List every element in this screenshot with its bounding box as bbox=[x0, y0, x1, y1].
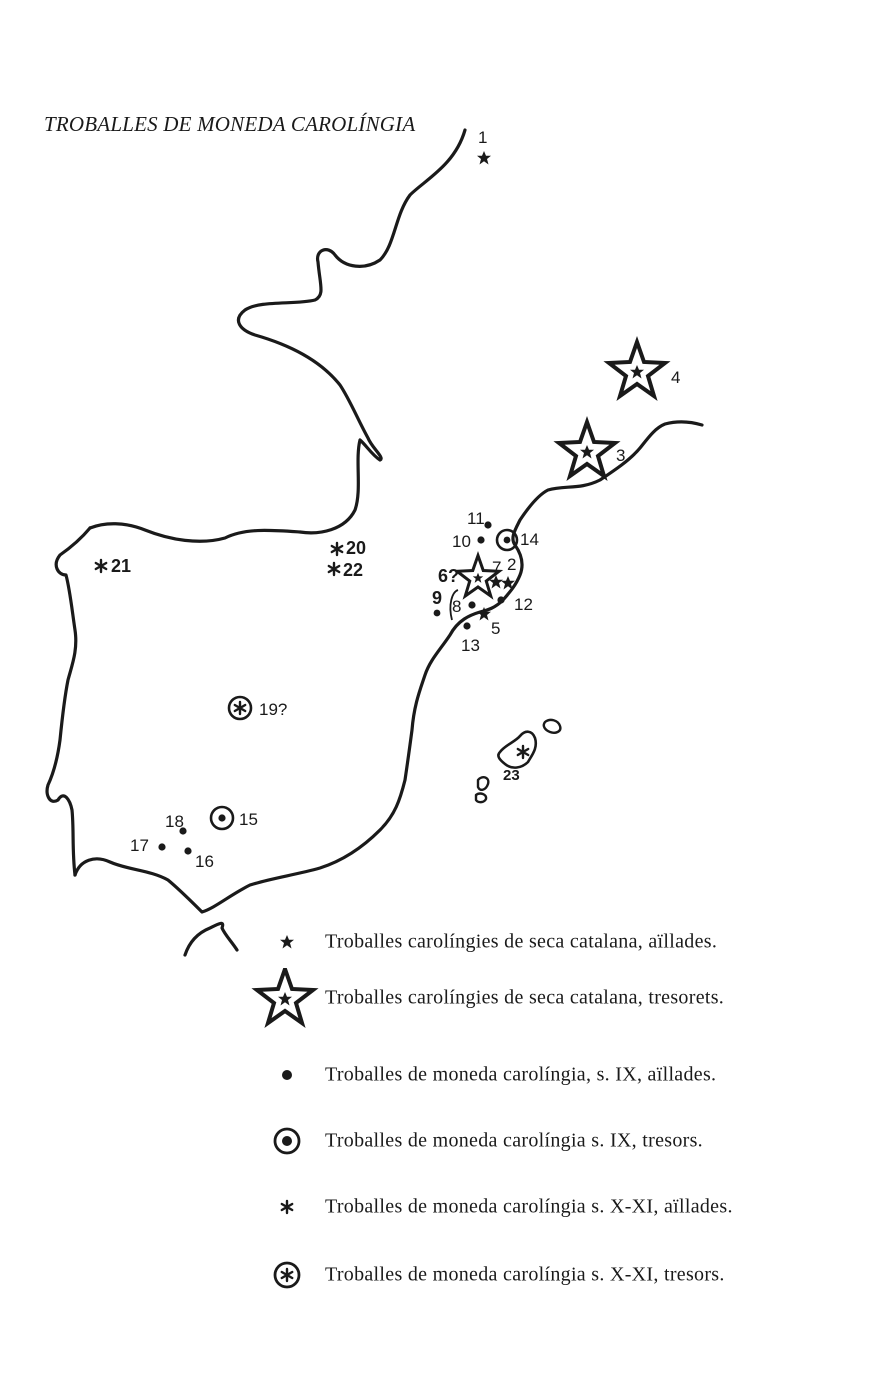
circled-dot-icon bbox=[250, 1111, 320, 1171]
legend-item-large-star bbox=[250, 968, 850, 1028]
label-9: 9 bbox=[432, 588, 443, 608]
label-17: 17 bbox=[130, 836, 149, 855]
marker-14-dot bbox=[504, 537, 511, 544]
legend-item-small-star bbox=[250, 912, 850, 972]
marker-12-dot-icon bbox=[497, 596, 504, 603]
legend-item-circled-dot bbox=[250, 1111, 850, 1171]
island-menorca bbox=[544, 720, 561, 733]
label-16: 16 bbox=[195, 852, 214, 871]
asterisk-icon bbox=[250, 1177, 320, 1237]
label-19: 19? bbox=[259, 700, 288, 719]
label-23: 23 bbox=[503, 767, 520, 784]
marker-1-small-star-icon bbox=[477, 151, 491, 165]
label-22: 22 bbox=[343, 560, 364, 580]
map-title: TROBALLES DE MONEDA CAROLÍNGIA bbox=[44, 112, 416, 136]
label-14: 14 bbox=[520, 530, 539, 549]
legend-label: Troballes de moneda carolíngia, s. IX, aïllades. bbox=[325, 1063, 717, 1086]
marker-17-dot-icon bbox=[158, 843, 165, 850]
dot-icon bbox=[250, 1045, 320, 1105]
island-ibiza bbox=[476, 777, 488, 802]
label-11: 11 bbox=[467, 509, 485, 528]
label-6: 6? bbox=[438, 566, 460, 586]
marker-11-dot-icon bbox=[484, 521, 491, 528]
coastline-africa-north bbox=[185, 923, 237, 955]
label-8: 8 bbox=[452, 597, 462, 616]
marker-4-large-star-icon bbox=[609, 342, 665, 396]
legend-label: Troballes de moneda carolíngia s. IX, tresors. bbox=[325, 1129, 703, 1152]
coastline-france-atlantic bbox=[90, 130, 465, 541]
marker-13-dot-icon bbox=[463, 622, 470, 629]
label-1: 1 bbox=[478, 128, 488, 147]
coastline-iberia-west bbox=[47, 528, 90, 875]
label-10: 10 bbox=[452, 532, 471, 551]
large-star-icon bbox=[250, 968, 320, 1028]
legend-label: Troballes carolíngies de seca catalana, aïllades. bbox=[325, 930, 718, 953]
marker-9-dot-icon bbox=[434, 610, 441, 617]
marker-23-asterisk-icon bbox=[518, 746, 528, 758]
coastline-iberia-south bbox=[75, 422, 702, 912]
label-12: 12 bbox=[514, 595, 533, 614]
legend-label: Troballes carolíngies de seca catalana, tresorets. bbox=[325, 986, 725, 1009]
label-20: 20 bbox=[346, 538, 367, 558]
legend-item-asterisk bbox=[250, 1177, 850, 1237]
marker-3-large-star-icon bbox=[559, 422, 615, 476]
marker-21-asterisk-icon bbox=[96, 560, 106, 572]
marker-20-asterisk-icon bbox=[332, 543, 342, 555]
marker-19-asterisk bbox=[235, 702, 245, 714]
legend-item-dot bbox=[250, 1045, 850, 1105]
label-15: 15 bbox=[239, 810, 258, 829]
marker-16-dot-icon bbox=[184, 847, 191, 854]
legend-label: Troballes de moneda carolíngia s. X-XI, tresors. bbox=[325, 1263, 725, 1286]
marker-8-dot-icon bbox=[468, 601, 475, 608]
label-5: 5 bbox=[491, 619, 501, 638]
small-star-icon bbox=[250, 912, 320, 972]
legend-label: Troballes de moneda carolíngia s. X-XI, aïllades. bbox=[325, 1195, 733, 1218]
label-21: 21 bbox=[111, 556, 132, 576]
label-7: 7 bbox=[492, 558, 502, 577]
label-3: 3 bbox=[616, 446, 626, 465]
label-18: 18 bbox=[165, 812, 184, 831]
marker-15-dot bbox=[218, 814, 225, 821]
label-2: 2 bbox=[507, 555, 517, 574]
legend-item-circled-asterisk bbox=[250, 1245, 850, 1305]
marker-10-dot-icon bbox=[477, 536, 484, 543]
marker-22-asterisk-icon bbox=[329, 563, 339, 575]
label-4: 4 bbox=[671, 368, 681, 387]
circled-asterisk-icon bbox=[250, 1245, 320, 1305]
label-13: 13 bbox=[461, 636, 480, 655]
